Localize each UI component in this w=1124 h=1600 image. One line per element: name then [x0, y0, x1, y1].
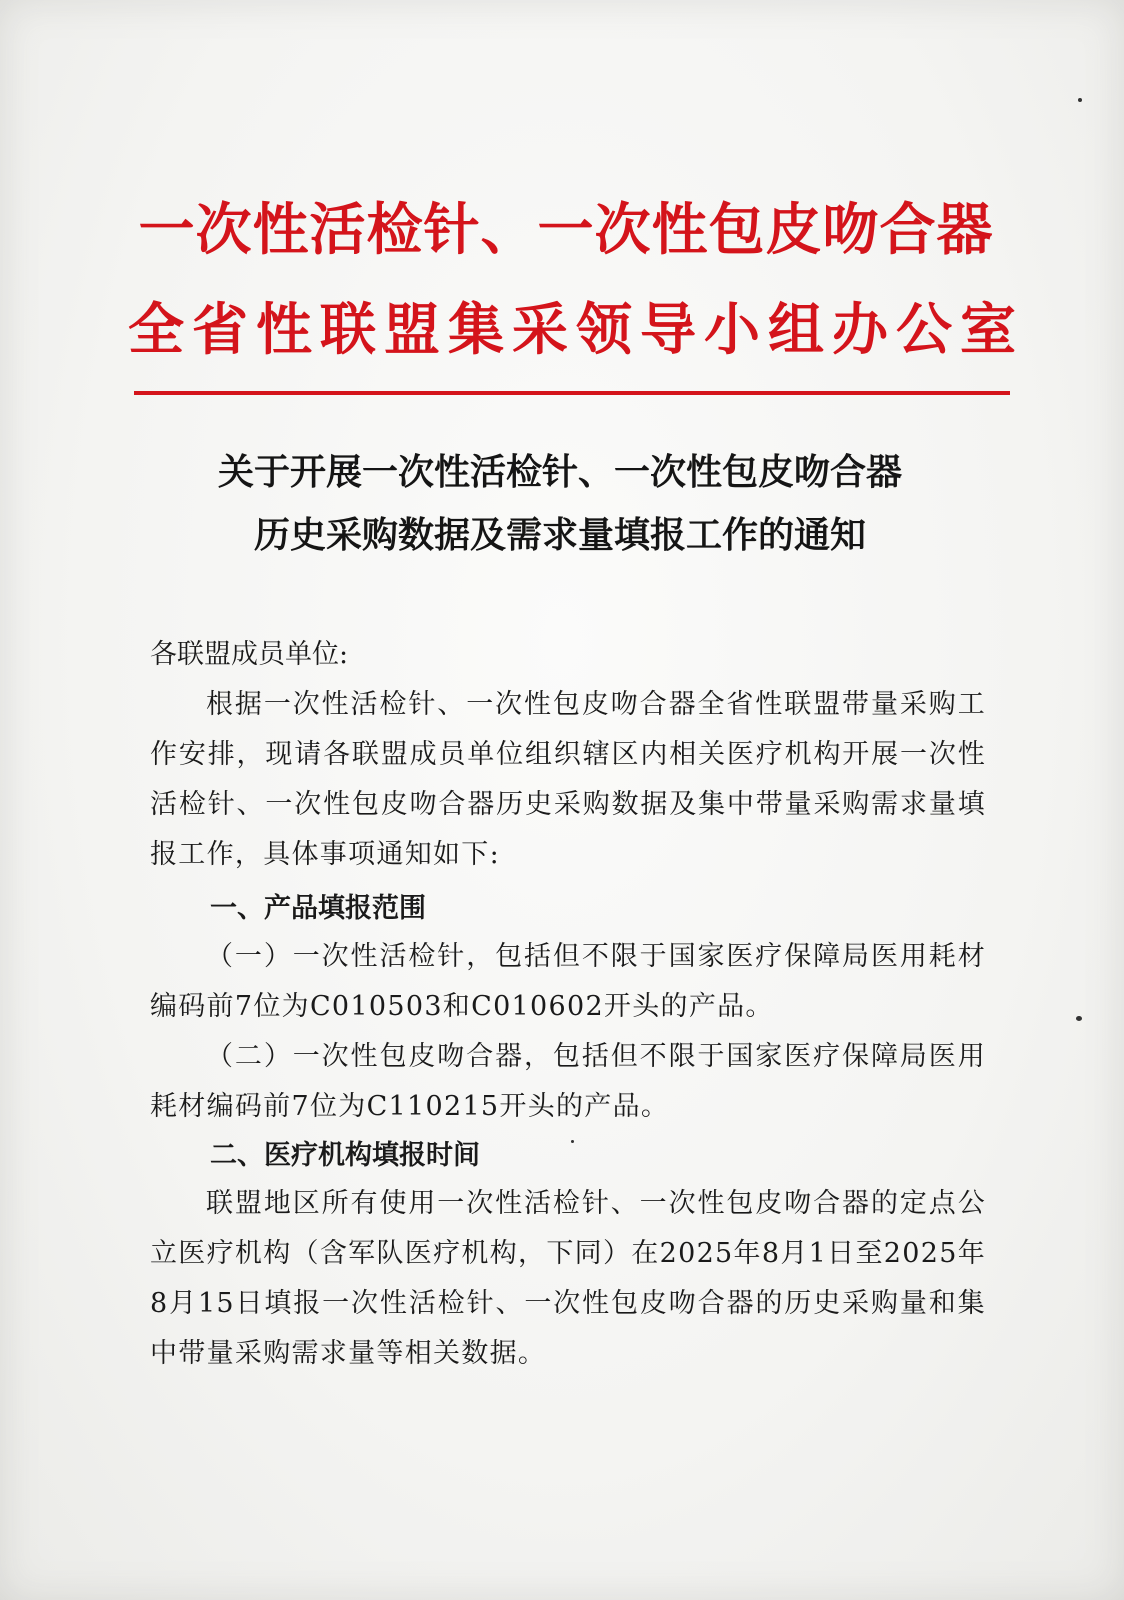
notice-title-line-2: 历史采购数据及需求量填报工作的通知	[253, 515, 866, 556]
scan-speck	[1076, 1016, 1082, 1021]
section-heading-scope: 一、产品填报范围	[210, 893, 426, 924]
red-divider-line	[134, 391, 1010, 395]
scan-speck	[1078, 98, 1082, 102]
scope-item-circumcision-stapler: （二）一次性包皮吻合器，包括但不限于国家医疗保障局医用耗材编码前7位为C110215开头的产品。	[150, 1041, 986, 1122]
time-paragraph: 联盟地区所有使用一次性活检针、一次性包皮吻合器的定点公立医疗机构（含军队医疗机构，下同）在2025年8月1日至2025年8月15日填报一次性活检针、一次性包皮吻合器的历史采购量和集中带量采购需求量等相关数据。	[150, 1188, 986, 1369]
section-heading-time: 二、医疗机构填报时间	[210, 1140, 480, 1171]
issuer-header-line-1: 一次性活检针、一次性包皮吻合器	[138, 197, 994, 263]
scan-speck	[571, 1140, 574, 1143]
salutation: 各联盟成员单位:	[150, 639, 349, 670]
issuer-header-line-2: 全省性联盟集采领导小组办公室	[128, 297, 1024, 363]
scope-item-biopsy-needle: （一）一次性活检针，包括但不限于国家医疗保障局医用耗材编码前7位为C010503和C010602开头的产品。	[150, 941, 986, 1022]
intro-paragraph: 根据一次性活检针、一次性包皮吻合器全省性联盟带量采购工作安排，现请各联盟成员单位组织辖区内相关医疗机构开展一次性活检针、一次性包皮吻合器历史采购数据及集中带量采购需求量填报工作，具体事项通知如下:	[150, 689, 986, 870]
notice-title-line-1: 关于开展一次性活检针、一次性包皮吻合器	[217, 452, 902, 493]
